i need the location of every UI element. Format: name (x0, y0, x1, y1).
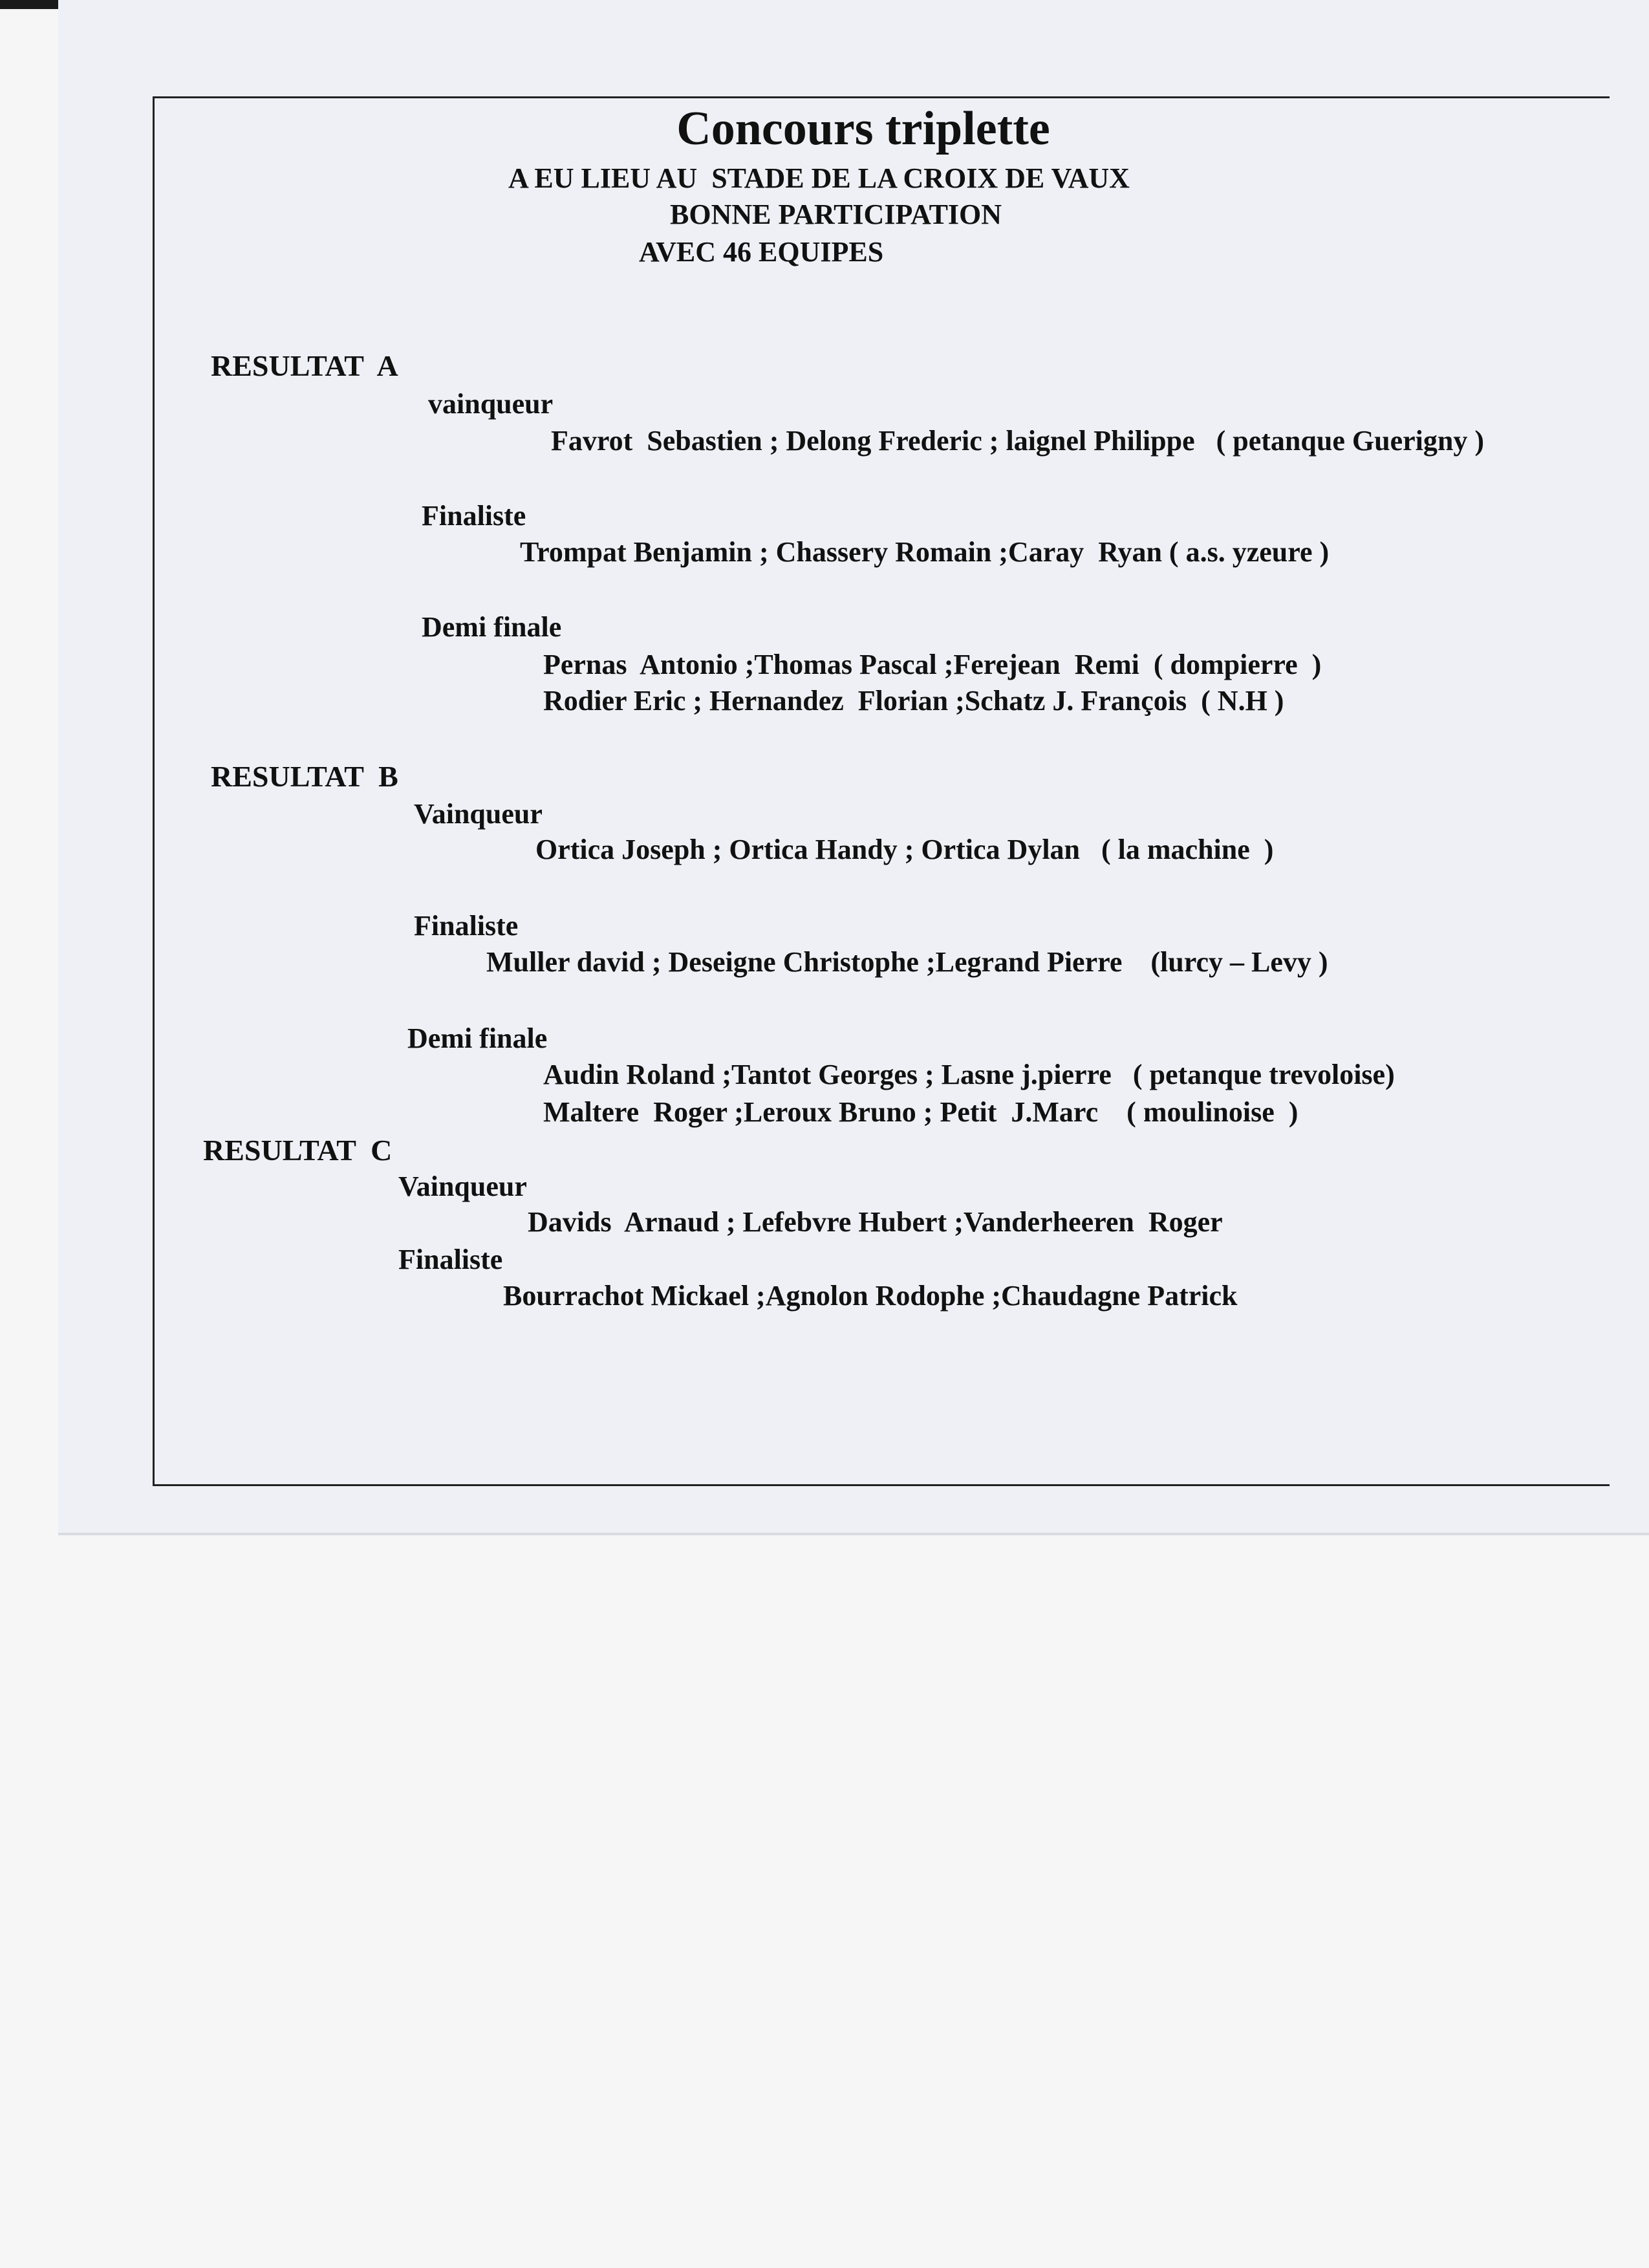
frame-border-left (153, 96, 155, 1486)
venue-line: A EU LIEU AU STADE DE LA CROIX DE VAUX (508, 162, 1130, 194)
winner-label-b: Vainqueur (414, 798, 543, 830)
semi-label-a: Demi finale (422, 611, 562, 643)
finalist-label-c: Finaliste (398, 1244, 503, 1275)
winner-team-c: Davids Arnaud ; Lefebvre Hubert ;Vanderheeren Roger (528, 1206, 1223, 1238)
semi-team-a-1: Pernas Antonio ;Thomas Pascal ;Ferejean Remi ( dompierre ) (543, 649, 1322, 680)
section-heading-b: RESULTAT B (211, 760, 398, 793)
teams-count-line: AVEC 46 EQUIPES (639, 236, 884, 268)
page-edge (58, 1533, 1649, 1535)
section-heading-a: RESULTAT A (211, 349, 398, 382)
winner-label-c: Vainqueur (398, 1171, 527, 1202)
semi-team-b-1: Audin Roland ;Tantot Georges ; Lasne j.pierre ( petanque trevoloise) (543, 1059, 1395, 1090)
scan-corner-mark (0, 0, 58, 9)
winner-label-a: vainqueur (428, 388, 554, 420)
semi-team-b-2: Maltere Roger ;Leroux Bruno ; Petit J.Marc ( moulinoise ) (543, 1096, 1299, 1128)
section-heading-c: RESULTAT C (203, 1134, 393, 1167)
finalist-team-c: Bourrachot Mickael ;Agnolon Rodophe ;Chaudagne Patrick (503, 1280, 1238, 1312)
finalist-label-b: Finaliste (414, 910, 519, 942)
frame-border-top (153, 96, 1610, 98)
finalist-team-b: Muller david ; Deseigne Christophe ;Legrand Pierre (lurcy – Levy ) (486, 946, 1328, 978)
document-title: Concours triplette (676, 102, 1050, 155)
finalist-label-a: Finaliste (422, 500, 526, 532)
semi-team-a-2: Rodier Eric ; Hernandez Florian ;Schatz J. François ( N.H ) (543, 685, 1284, 717)
finalist-team-a: Trompat Benjamin ; Chassery Romain ;Caray Ryan ( a.s. yzeure ) (520, 536, 1330, 568)
participation-line: BONNE PARTICIPATION (670, 199, 1002, 230)
frame-border-bottom (153, 1484, 1610, 1486)
semi-label-b: Demi finale (407, 1022, 548, 1054)
winner-team-b: Ortica Joseph ; Ortica Handy ; Ortica Dylan ( la machine ) (535, 834, 1274, 865)
winner-team-a: Favrot Sebastien ; Delong Frederic ; laignel Philippe ( petanque Guerigny ) (551, 425, 1484, 457)
